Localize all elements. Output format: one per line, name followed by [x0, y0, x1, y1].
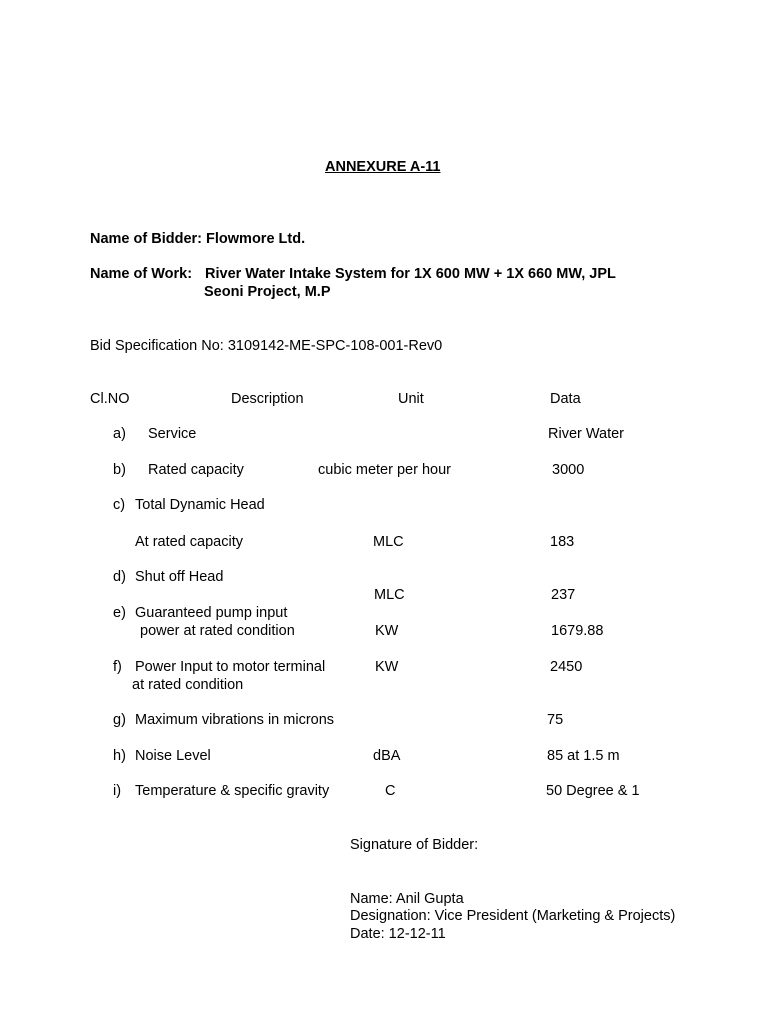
row-e-unit: KW	[375, 623, 399, 639]
row-g-data: 75	[547, 712, 564, 728]
row-a-data: River Water	[548, 426, 624, 442]
row-h-desc: Noise Level	[135, 748, 211, 764]
row-f-desc-2: at rated condition	[132, 677, 244, 693]
signature-label: Signature of Bidder:	[350, 837, 479, 853]
row-f-data: 2450	[550, 659, 583, 675]
row-c-sub-desc: At rated capacity	[135, 534, 243, 550]
row-d-unit: MLC	[374, 587, 405, 603]
row-e-data: 1679.88	[551, 623, 604, 639]
row-e-desc: Guaranteed pump input	[135, 605, 288, 621]
header-description: Description	[231, 391, 304, 407]
row-e-no: e)	[113, 605, 126, 621]
signer-designation: Designation: Vice President (Marketing & Projects)	[350, 908, 676, 924]
row-f-unit: KW	[375, 659, 399, 675]
document-title: ANNEXURE A-11	[325, 159, 441, 175]
row-g-no: g)	[113, 712, 126, 728]
row-b-data: 3000	[552, 462, 585, 478]
header-data: Data	[550, 391, 581, 407]
row-b-unit: cubic meter per hour	[318, 462, 451, 478]
bid-specification: Bid Specification No: 3109142-ME-SPC-108-001-Rev0	[90, 338, 443, 354]
signer-name: Name: Anil Gupta	[350, 891, 464, 907]
work-label: Name of Work:	[90, 266, 193, 282]
signature-date: Date: 12-12-11	[350, 926, 446, 942]
row-h-no: h)	[113, 748, 126, 764]
row-h-unit: dBA	[373, 748, 401, 764]
row-d-desc: Shut off Head	[135, 569, 224, 585]
row-i-desc: Temperature & specific gravity	[135, 783, 330, 799]
bidder-value: Flowmore Ltd.	[206, 231, 306, 247]
row-h-data: 85 at 1.5 m	[547, 748, 620, 764]
row-g-desc: Maximum vibrations in microns	[135, 712, 335, 728]
row-f-desc: Power Input to motor terminal	[135, 659, 326, 675]
row-i-no: i)	[113, 783, 122, 799]
row-a-no: a)	[113, 426, 126, 442]
work-line-1: River Water Intake System for 1X 600 MW + 1X 660 MW, JPL	[205, 266, 616, 282]
row-b-desc: Rated capacity	[148, 462, 244, 478]
row-d-data: 237	[551, 587, 576, 603]
row-a-desc: Service	[148, 426, 197, 442]
header-unit: Unit	[398, 391, 424, 407]
row-i-data: 50 Degree & 1	[546, 783, 640, 799]
bidder-line	[90, 231, 305, 248]
header-clno: Cl.NO	[90, 391, 130, 407]
row-f-no: f)	[113, 659, 122, 675]
row-i-unit: C	[385, 783, 396, 799]
row-c-sub-unit: MLC	[373, 534, 404, 550]
row-d-no: d)	[113, 569, 126, 585]
row-c-no: c)	[113, 497, 126, 513]
bidder-label: Name of Bidder:	[90, 231, 202, 247]
row-b-no: b)	[113, 462, 126, 478]
row-e-desc-2: power at rated condition	[140, 623, 295, 639]
row-c-desc: Total Dynamic Head	[135, 497, 265, 513]
work-line-2: Seoni Project, M.P	[204, 284, 331, 300]
row-c-sub-data: 183	[550, 534, 575, 550]
